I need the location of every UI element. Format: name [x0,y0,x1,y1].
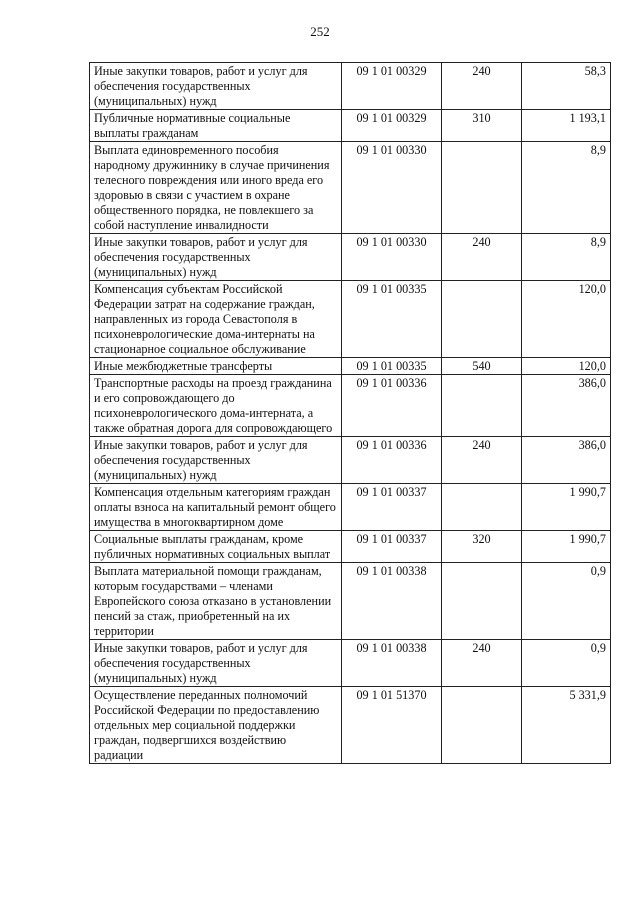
row-sum: 5 331,9 [522,687,611,764]
row-name: Выплата единовременного пособия народному дружиннику в случае причинения телесного повреждения или иного вреда его здоровью в связи с участием в охране общественного порядка, не повлекшего за собой наступление инвалидности [90,142,342,234]
table-row [90,63,611,110]
row-code: 09 1 01 51370 [342,687,442,764]
row-name: Иные закупки товаров, работ и услуг для обеспечения государственных (муниципальных) нужд [90,437,342,484]
row-expense-type [442,484,522,531]
row-name: Транспортные расходы на проезд гражданина и его сопровождающего до психоневрологического дома-интерната, а также обратная дорога для сопровождающего [90,375,342,437]
page-number: 252 [310,24,330,39]
row-code: 09 1 01 00330 [342,142,442,234]
row-expense-type [442,142,522,234]
row-sum: 1 193,1 [522,110,611,142]
row-name: Иные закупки товаров, работ и услуг для обеспечения государственных (муниципальных) нужд [90,640,342,687]
table-row [90,110,611,142]
budget-table [89,62,611,764]
row-sum: 58,3 [522,63,611,110]
table-row [90,484,611,531]
row-name: Публичные нормативные социальные выплаты гражданам [90,110,342,142]
table-row [90,563,611,640]
row-sum: 8,9 [522,142,611,234]
row-sum: 386,0 [522,375,611,437]
row-expense-type: 240 [442,640,522,687]
table-row [90,358,611,375]
row-code: 09 1 01 00336 [342,437,442,484]
row-sum: 1 990,7 [522,531,611,563]
row-expense-type: 540 [442,358,522,375]
row-code: 09 1 01 00336 [342,375,442,437]
row-name: Выплата материальной помощи гражданам, которым государствами – членами Европейского союза отказано в установлении пенсий за стаж, приобретенный на их территории [90,563,342,640]
table-row [90,531,611,563]
row-code: 09 1 01 00330 [342,234,442,281]
row-expense-type [442,563,522,640]
row-code: 09 1 01 00335 [342,358,442,375]
row-code: 09 1 01 00329 [342,110,442,142]
table-row [90,640,611,687]
row-name: Компенсация субъектам Российской Федерации затрат на содержание граждан, направленных из города Севастополя в психоневрологические дома-интернаты на стационарное социальное обслуживание [90,281,342,358]
row-name: Иные закупки товаров, работ и услуг для обеспечения государственных (муниципальных) нужд [90,234,342,281]
row-code: 09 1 01 00338 [342,563,442,640]
row-sum: 0,9 [522,640,611,687]
table-row [90,281,611,358]
row-name: Осуществление переданных полномочий Российской Федерации по предоставлению отдельных мер социальной поддержки граждан, подвергшихся воздействию радиации [90,687,342,764]
table-row [90,437,611,484]
row-name: Иные межбюджетные трансферты [90,358,342,375]
row-code: 09 1 01 00329 [342,63,442,110]
row-name: Социальные выплаты гражданам, кроме публичных нормативных социальных выплат [90,531,342,563]
row-expense-type: 240 [442,63,522,110]
row-expense-type: 320 [442,531,522,563]
row-expense-type [442,281,522,358]
row-sum: 120,0 [522,358,611,375]
table-row [90,142,611,234]
row-sum: 386,0 [522,437,611,484]
row-sum: 120,0 [522,281,611,358]
row-expense-type: 310 [442,110,522,142]
row-code: 09 1 01 00335 [342,281,442,358]
row-sum: 8,9 [522,234,611,281]
row-name: Иные закупки товаров, работ и услуг для обеспечения государственных (муниципальных) нужд [90,63,342,110]
row-name: Компенсация отдельным категориям граждан оплаты взноса на капитальный ремонт общего имущества в многоквартирном доме [90,484,342,531]
row-code: 09 1 01 00337 [342,484,442,531]
table-row [90,375,611,437]
row-expense-type [442,687,522,764]
table-row [90,234,611,281]
row-expense-type [442,375,522,437]
row-sum: 1 990,7 [522,484,611,531]
row-expense-type: 240 [442,437,522,484]
table-row [90,687,611,764]
row-code: 09 1 01 00337 [342,531,442,563]
row-expense-type: 240 [442,234,522,281]
row-code: 09 1 01 00338 [342,640,442,687]
row-sum: 0,9 [522,563,611,640]
